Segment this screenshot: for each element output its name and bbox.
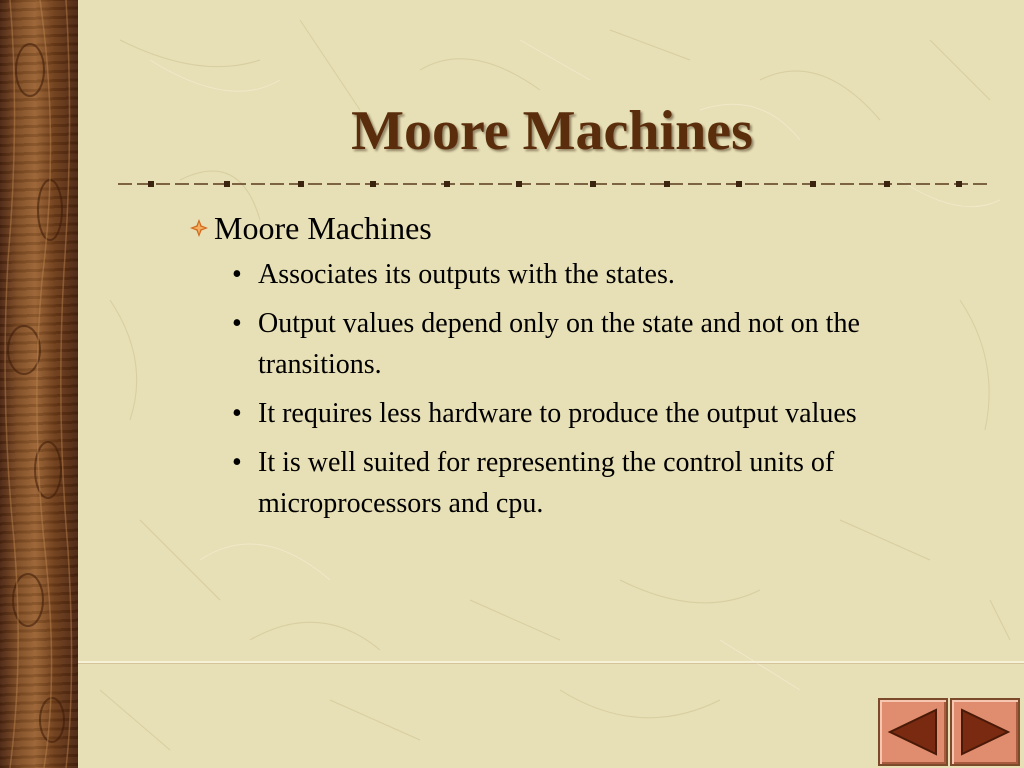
decorative-divider xyxy=(118,178,990,190)
four-point-star-icon xyxy=(190,219,208,237)
list-item-text: Output values depend only on the state and not on the transitions. xyxy=(258,308,860,380)
list-item-text: Associates its outputs with the states. xyxy=(258,259,675,290)
list-item xyxy=(190,442,980,524)
slide-navigation xyxy=(878,698,1022,768)
list-item-text: It is well suited for representing the control units of microprocessors and cpu. xyxy=(258,447,835,519)
list-item xyxy=(190,254,980,295)
bullet-dot: • xyxy=(232,308,242,339)
next-slide-button[interactable] xyxy=(950,698,1020,766)
heading-bullet xyxy=(190,206,980,250)
bullet-dot: • xyxy=(232,398,242,429)
triangle-left-icon xyxy=(886,707,940,757)
footer-divider xyxy=(78,661,1024,663)
list-item xyxy=(190,303,980,385)
list-item-text: It requires less hardware to produce the output values xyxy=(258,398,857,429)
slide-title: Moore Machines xyxy=(351,100,753,162)
sub-bullet-list xyxy=(190,254,980,524)
bullet-dot: • xyxy=(232,259,242,290)
list-item xyxy=(190,393,980,434)
heading-bullet-text: Moore Machines xyxy=(214,210,432,246)
slide-body xyxy=(190,206,980,532)
bullet-dot: • xyxy=(232,447,242,478)
wood-grain-sidebar xyxy=(0,0,78,768)
previous-slide-button[interactable] xyxy=(878,698,948,766)
triangle-right-icon xyxy=(958,707,1012,757)
